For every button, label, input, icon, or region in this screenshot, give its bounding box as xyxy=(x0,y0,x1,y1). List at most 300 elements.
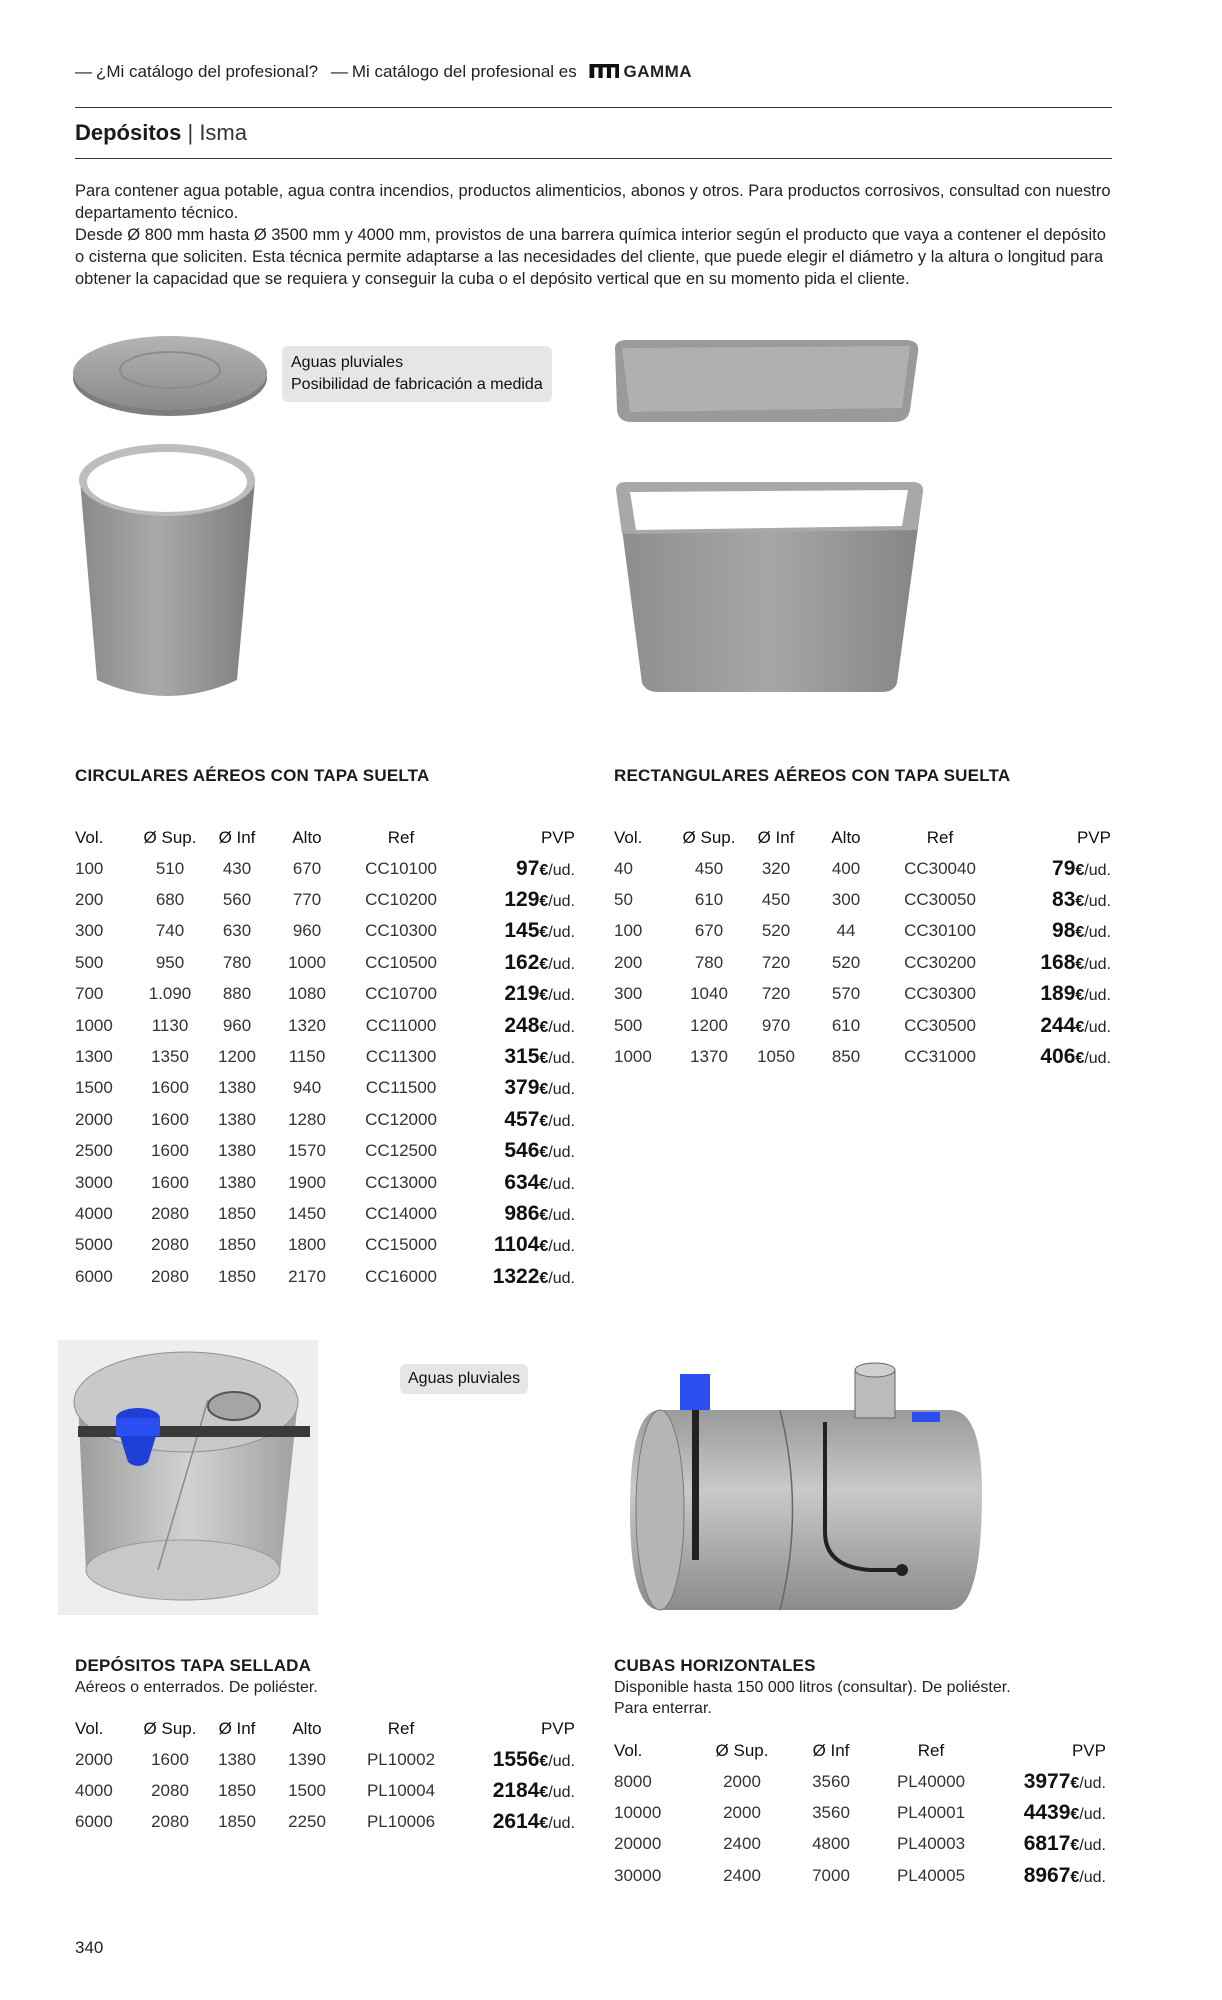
column-header: PVP xyxy=(1076,827,1111,847)
table-cell: 1380 xyxy=(218,1749,256,1769)
table-cell: 44 xyxy=(836,921,856,941)
price-cell xyxy=(986,1766,1106,1797)
column-header: Ø Sup. xyxy=(143,827,197,847)
table-cell: 850 xyxy=(831,1047,861,1067)
table-cell: 1280 xyxy=(288,1109,326,1129)
column-header: Ø Sup. xyxy=(143,1718,197,1738)
table-cell: 960 xyxy=(222,1015,252,1035)
price-cell xyxy=(455,1807,575,1838)
section-subtitle: Isma xyxy=(199,120,247,145)
price-unit: /ud. xyxy=(1084,893,1111,911)
table-cell: 500 xyxy=(614,1015,643,1035)
table-row xyxy=(614,947,1111,978)
table-cell: 740 xyxy=(155,921,185,941)
table-cell: CC30100 xyxy=(904,921,976,941)
table-row xyxy=(614,884,1111,915)
intro-paragraph-1: Para contener agua potable, agua contra incendios, productos alimenticios, abonos y otros. Para productos corrosivos, consultad con nuestro departamento técnico. xyxy=(75,182,1111,222)
brand-name: GAMMA xyxy=(623,62,693,81)
table-cell: 1500 xyxy=(75,1078,113,1098)
table-cell: 720 xyxy=(761,984,791,1004)
column-header: Ref xyxy=(387,827,415,847)
table-cell: 10000 xyxy=(614,1803,662,1823)
currency-symbol: € xyxy=(1075,955,1085,973)
table-row xyxy=(75,1104,575,1135)
column-header: Ref xyxy=(387,1718,415,1738)
table-cell: 1130 xyxy=(151,1015,189,1035)
currency-symbol: € xyxy=(539,1784,549,1802)
horizontales-title: CUBAS HORIZONTALES xyxy=(614,1656,816,1675)
price-cell xyxy=(994,853,1111,884)
price-value: 4439 xyxy=(1023,1801,1071,1825)
price-unit: /ud. xyxy=(548,987,575,1005)
price-value: 1556 xyxy=(492,1747,540,1771)
table-cell: 960 xyxy=(292,921,322,941)
price-cell xyxy=(455,1136,575,1167)
price-unit: /ud. xyxy=(548,1081,575,1099)
column-header: Vol. xyxy=(75,827,104,847)
table-row xyxy=(614,1797,1106,1828)
table-cell: 780 xyxy=(222,952,252,972)
table-row xyxy=(75,884,575,915)
rectangular-lid-image xyxy=(610,338,925,428)
table-cell: 520 xyxy=(831,952,861,972)
catalog-header xyxy=(75,62,692,82)
price-value: 83 xyxy=(1052,888,1076,912)
table-cell: 2000 xyxy=(723,1803,761,1823)
table-cell: 2080 xyxy=(151,1203,189,1223)
price-cell xyxy=(994,947,1111,978)
table-cell: 50 xyxy=(614,890,633,910)
table-row xyxy=(75,1744,575,1775)
table-cell: 610 xyxy=(831,1015,861,1035)
price-value: 457 xyxy=(504,1107,540,1131)
title-rule xyxy=(75,158,1112,159)
column-header: Ref xyxy=(926,827,954,847)
table-row xyxy=(75,1230,575,1261)
table-cell: 100 xyxy=(614,921,643,941)
table-row xyxy=(614,853,1111,884)
table-cell: CC12000 xyxy=(365,1109,437,1129)
table-cell: 30000 xyxy=(614,1865,662,1885)
currency-symbol: € xyxy=(539,1752,549,1770)
price-value: 315 xyxy=(504,1045,540,1069)
table-cell: 40 xyxy=(614,858,633,878)
rectangulares-table xyxy=(614,822,1111,1073)
price-value: 3977 xyxy=(1023,1769,1071,1793)
table-cell: 500 xyxy=(75,952,104,972)
table-cell: 20000 xyxy=(614,1834,662,1854)
column-header: Ø Sup. xyxy=(715,1740,769,1760)
table-header-row xyxy=(614,1735,1106,1766)
table-cell: 510 xyxy=(155,858,185,878)
table-cell: 6000 xyxy=(75,1812,113,1832)
table-cell: 1200 xyxy=(218,1047,256,1067)
table-cell: 680 xyxy=(155,890,185,910)
table-row xyxy=(614,1829,1106,1860)
sellada-title: DEPÓSITOS TAPA SELLADA xyxy=(75,1656,312,1675)
table-cell: 1600 xyxy=(151,1749,189,1769)
table-cell: 2080 xyxy=(151,1781,189,1801)
currency-symbol: € xyxy=(1075,893,1085,911)
table-header-row xyxy=(614,822,1111,853)
intro-text xyxy=(75,180,1115,290)
dash: — xyxy=(330,62,348,81)
badge-label: Aguas pluviales xyxy=(408,1370,521,1387)
currency-symbol: € xyxy=(1075,924,1085,942)
table-row xyxy=(75,1136,575,1167)
table-cell: CC15000 xyxy=(365,1235,437,1255)
currency-symbol: € xyxy=(539,1050,549,1068)
price-cell xyxy=(455,884,575,915)
price-value: 97 xyxy=(516,856,540,880)
table-cell: CC31000 xyxy=(904,1047,976,1067)
currency-symbol: € xyxy=(539,955,549,973)
table-cell: PL40001 xyxy=(896,1803,966,1823)
table-cell: PL10006 xyxy=(366,1812,436,1832)
table-cell: 1850 xyxy=(218,1203,256,1223)
price-value: 2184 xyxy=(492,1779,540,1803)
table-cell: 630 xyxy=(222,921,252,941)
price-value: 406 xyxy=(1040,1045,1076,1069)
circular-tank-image xyxy=(75,440,260,705)
table-cell: 6000 xyxy=(75,1266,113,1286)
table-row xyxy=(75,853,575,884)
table-cell: 200 xyxy=(614,952,643,972)
column-header: Alto xyxy=(292,1718,322,1738)
price-value: 145 xyxy=(504,919,540,943)
price-cell xyxy=(455,1104,575,1135)
table-cell: 970 xyxy=(761,1015,791,1035)
table-row xyxy=(614,1766,1106,1797)
price-unit: /ud. xyxy=(1079,1837,1106,1855)
price-unit: /ud. xyxy=(548,861,575,879)
round-lid-image xyxy=(70,330,270,420)
table-cell: CC30040 xyxy=(904,858,976,878)
price-cell xyxy=(455,1010,575,1041)
price-cell xyxy=(455,1775,575,1806)
custom-size-badge xyxy=(282,346,552,402)
table-cell: PL40003 xyxy=(896,1834,966,1854)
table-row xyxy=(614,916,1111,947)
table-cell: 1000 xyxy=(288,952,326,972)
table-cell: 2080 xyxy=(151,1235,189,1255)
table-cell: CC14000 xyxy=(365,1203,437,1223)
table-cell: 520 xyxy=(761,921,791,941)
price-cell xyxy=(455,1230,575,1261)
price-unit: /ud. xyxy=(548,1238,575,1256)
table-cell: 1050 xyxy=(757,1047,795,1067)
table-cell: 1390 xyxy=(288,1749,326,1769)
header-question: ¿Mi catálogo del profesional? xyxy=(96,62,319,81)
table-cell: 3000 xyxy=(75,1172,113,1192)
table-cell: 1380 xyxy=(218,1141,256,1161)
currency-symbol: € xyxy=(539,1269,549,1287)
price-value: 634 xyxy=(504,1170,540,1194)
price-cell xyxy=(455,1261,575,1292)
table-cell: 1370 xyxy=(690,1047,728,1067)
table-cell: PL40000 xyxy=(896,1771,966,1791)
rainwater-badge xyxy=(400,1364,528,1394)
table-row xyxy=(75,1775,575,1806)
table-cell: 2250 xyxy=(288,1812,326,1832)
table-cell: 1320 xyxy=(288,1015,326,1035)
rectangular-tank-image xyxy=(612,478,927,698)
dash: — xyxy=(75,62,92,81)
table-cell: 1.090 xyxy=(148,984,192,1004)
table-cell: 200 xyxy=(75,890,104,910)
price-value: 6817 xyxy=(1023,1832,1071,1856)
table-cell: 1150 xyxy=(288,1047,326,1067)
section-title: Depósitos xyxy=(75,120,182,145)
table-cell: 2500 xyxy=(75,1141,113,1161)
price-value: 8967 xyxy=(1023,1863,1071,1887)
table-cell: 100 xyxy=(75,858,104,878)
currency-symbol: € xyxy=(1075,1050,1085,1068)
table-cell: 1850 xyxy=(218,1235,256,1255)
price-unit: /ud. xyxy=(548,924,575,942)
table-cell: CC10100 xyxy=(365,858,437,878)
price-cell xyxy=(455,979,575,1010)
price-unit: /ud. xyxy=(1079,1806,1106,1824)
horizontales-subtitle-line-1: Disponible hasta 150 000 litros (consultar). De poliéster. xyxy=(614,1679,1011,1696)
table-cell: 1600 xyxy=(151,1172,189,1192)
price-value: 79 xyxy=(1052,856,1076,880)
table-cell: 450 xyxy=(761,890,791,910)
column-header: Ø Inf xyxy=(218,1718,256,1738)
price-value: 1322 xyxy=(492,1264,540,1288)
price-cell xyxy=(455,1167,575,1198)
table-row xyxy=(75,1167,575,1198)
table-row xyxy=(614,1041,1111,1072)
table-cell: 2000 xyxy=(75,1749,113,1769)
table-row xyxy=(75,979,575,1010)
horizontales-subtitle xyxy=(614,1677,1011,1719)
table-cell: 1350 xyxy=(151,1047,189,1067)
table-cell: 1600 xyxy=(151,1141,189,1161)
price-cell xyxy=(994,916,1111,947)
table-header-row xyxy=(75,822,575,853)
column-header: Vol. xyxy=(614,827,643,847)
table-cell: 1200 xyxy=(690,1015,728,1035)
page-title: Depósitos | Isma xyxy=(75,120,247,145)
currency-symbol: € xyxy=(539,1238,549,1256)
table-cell: 950 xyxy=(155,952,185,972)
table-cell: 1500 xyxy=(288,1781,326,1801)
horizontales-table xyxy=(614,1735,1106,1892)
table-cell: 2080 xyxy=(151,1266,189,1286)
price-cell xyxy=(455,947,575,978)
table-cell: 5000 xyxy=(75,1235,113,1255)
column-header: Alto xyxy=(831,827,861,847)
price-value: 986 xyxy=(504,1201,540,1225)
price-cell xyxy=(455,853,575,884)
price-value: 1104 xyxy=(493,1233,540,1257)
table-cell: PL10004 xyxy=(366,1781,436,1801)
sellada-subtitle: Aéreos o enterrados. De poliéster. xyxy=(75,1679,318,1696)
header-rule xyxy=(75,107,1112,108)
table-cell: CC12500 xyxy=(365,1141,437,1161)
price-unit: /ud. xyxy=(548,1206,575,1224)
price-unit: /ud. xyxy=(1084,861,1111,879)
table-cell: CC10300 xyxy=(365,921,437,941)
horizontal-tank-image xyxy=(630,1362,985,1617)
table-cell: 400 xyxy=(831,858,861,878)
column-header: PVP xyxy=(540,1718,575,1738)
table-cell: 1380 xyxy=(218,1109,256,1129)
table-cell: CC10700 xyxy=(365,984,437,1004)
table-cell: 2080 xyxy=(151,1812,189,1832)
table-cell: CC16000 xyxy=(365,1266,437,1286)
price-unit: /ud. xyxy=(548,955,575,973)
column-header: Vol. xyxy=(614,1740,643,1760)
table-cell: 1900 xyxy=(288,1172,326,1192)
table-cell: 1600 xyxy=(151,1078,189,1098)
column-header: Ø Inf xyxy=(757,827,795,847)
table-cell: 4000 xyxy=(75,1203,113,1223)
table-cell: 880 xyxy=(222,984,252,1004)
currency-symbol: € xyxy=(1070,1774,1080,1792)
price-cell xyxy=(994,1010,1111,1041)
gamma-logo-icon xyxy=(589,64,619,78)
table-cell: 700 xyxy=(75,984,104,1004)
table-row xyxy=(75,1807,575,1838)
price-cell xyxy=(455,916,575,947)
price-unit: /ud. xyxy=(548,893,575,911)
table-cell: 1380 xyxy=(218,1172,256,1192)
price-value: 98 xyxy=(1052,919,1076,943)
table-cell: CC11500 xyxy=(365,1078,437,1098)
circulares-table xyxy=(75,822,575,1292)
price-cell xyxy=(455,1744,575,1775)
column-header: Ø Inf xyxy=(812,1740,850,1760)
table-cell: 720 xyxy=(761,952,791,972)
currency-symbol: € xyxy=(539,1081,549,1099)
price-unit: /ud. xyxy=(548,1269,575,1287)
currency-symbol: € xyxy=(1070,1806,1080,1824)
price-value: 248 xyxy=(504,1013,540,1037)
table-cell: 670 xyxy=(292,858,322,878)
table-cell: 1300 xyxy=(75,1047,113,1067)
table-cell: PL40005 xyxy=(896,1865,966,1885)
currency-symbol: € xyxy=(1075,1018,1085,1036)
table-row xyxy=(75,1198,575,1229)
table-cell: 7000 xyxy=(812,1865,850,1885)
column-header: Ref xyxy=(917,1740,945,1760)
price-value: 546 xyxy=(504,1139,540,1163)
table-cell: CC30050 xyxy=(904,890,976,910)
table-cell: CC11000 xyxy=(365,1015,437,1035)
table-cell: 940 xyxy=(292,1078,322,1098)
table-cell: CC13000 xyxy=(365,1172,437,1192)
table-cell: 1850 xyxy=(218,1266,256,1286)
table-cell: 560 xyxy=(222,890,252,910)
table-cell: CC30300 xyxy=(904,984,976,1004)
table-cell: 610 xyxy=(694,890,724,910)
column-header: PVP xyxy=(540,827,575,847)
price-cell xyxy=(994,1041,1111,1072)
table-cell: CC10500 xyxy=(365,952,437,972)
column-header: Ø Sup. xyxy=(682,827,736,847)
table-cell: 1040 xyxy=(690,984,728,1004)
table-cell: 320 xyxy=(761,858,791,878)
table-cell: CC30200 xyxy=(904,952,976,972)
price-unit: /ud. xyxy=(1079,1774,1106,1792)
page-number: 340 xyxy=(75,1938,104,1957)
currency-symbol: € xyxy=(539,924,549,942)
currency-symbol: € xyxy=(539,1206,549,1224)
intro-paragraph-2: Desde Ø 800 mm hasta Ø 3500 mm y 4000 mm, provistos de una barrera química interior según el producto que vaya a contener el depósito o cisterna que soliciten. Esta técnica permite adaptarse a las necesidades del cliente, que puede elegir el diámetro y la altura o longitud para obtener la capacidad que se requiera y conseguir la cuba o el depósito vertical que en su momento pida el cliente. xyxy=(75,226,1106,288)
column-header: Vol. xyxy=(75,1718,104,1738)
currency-symbol: € xyxy=(539,1815,549,1833)
table-cell: 780 xyxy=(694,952,724,972)
table-cell: 1080 xyxy=(288,984,326,1004)
price-unit: /ud. xyxy=(1084,987,1111,1005)
column-header: Alto xyxy=(292,827,322,847)
currency-symbol: € xyxy=(1075,861,1085,879)
table-row xyxy=(75,1261,575,1292)
price-unit: /ud. xyxy=(548,1752,575,1770)
currency-symbol: € xyxy=(539,1112,549,1130)
table-cell: 300 xyxy=(75,921,104,941)
currency-symbol: € xyxy=(539,1175,549,1193)
table-row xyxy=(75,1010,575,1041)
price-value: 2614 xyxy=(492,1810,540,1834)
table-row xyxy=(614,1860,1106,1891)
price-cell xyxy=(986,1860,1106,1891)
table-cell: 1850 xyxy=(218,1812,256,1832)
currency-symbol: € xyxy=(1070,1868,1080,1886)
table-row xyxy=(75,1041,575,1072)
column-header: Ø Inf xyxy=(218,827,256,847)
table-row xyxy=(75,916,575,947)
table-cell: 8000 xyxy=(614,1771,652,1791)
price-unit: /ud. xyxy=(548,1112,575,1130)
currency-symbol: € xyxy=(539,861,549,879)
table-cell: 2400 xyxy=(723,1834,761,1854)
price-cell xyxy=(455,1073,575,1104)
price-value: 129 xyxy=(504,888,540,912)
table-cell: 4800 xyxy=(812,1834,850,1854)
price-unit: /ud. xyxy=(1079,1868,1106,1886)
table-cell: 1000 xyxy=(75,1015,113,1035)
price-cell xyxy=(455,1198,575,1229)
currency-symbol: € xyxy=(539,987,549,1005)
sellada-table xyxy=(75,1713,575,1838)
table-row xyxy=(75,947,575,978)
price-value: 189 xyxy=(1040,982,1076,1006)
price-value: 219 xyxy=(504,982,540,1006)
table-cell: 300 xyxy=(831,890,861,910)
table-cell: 2400 xyxy=(723,1865,761,1885)
price-unit: /ud. xyxy=(1084,1050,1111,1068)
column-header: PVP xyxy=(1071,1740,1106,1760)
table-cell: 1570 xyxy=(288,1141,326,1161)
price-cell xyxy=(986,1797,1106,1828)
table-cell: 1600 xyxy=(151,1109,189,1129)
circulares-title: CIRCULARES AÉREOS CON TAPA SUELTA xyxy=(75,766,430,785)
price-cell xyxy=(994,979,1111,1010)
price-cell xyxy=(986,1829,1106,1860)
price-unit: /ud. xyxy=(548,1784,575,1802)
currency-symbol: € xyxy=(1075,987,1085,1005)
table-cell: CC11300 xyxy=(365,1047,437,1067)
table-cell: 4000 xyxy=(75,1781,113,1801)
price-cell xyxy=(994,884,1111,915)
header-answer: Mi catálogo del profesional es xyxy=(351,62,577,81)
price-value: 162 xyxy=(504,950,540,974)
table-cell: 1380 xyxy=(218,1078,256,1098)
table-cell: 1450 xyxy=(288,1203,326,1223)
